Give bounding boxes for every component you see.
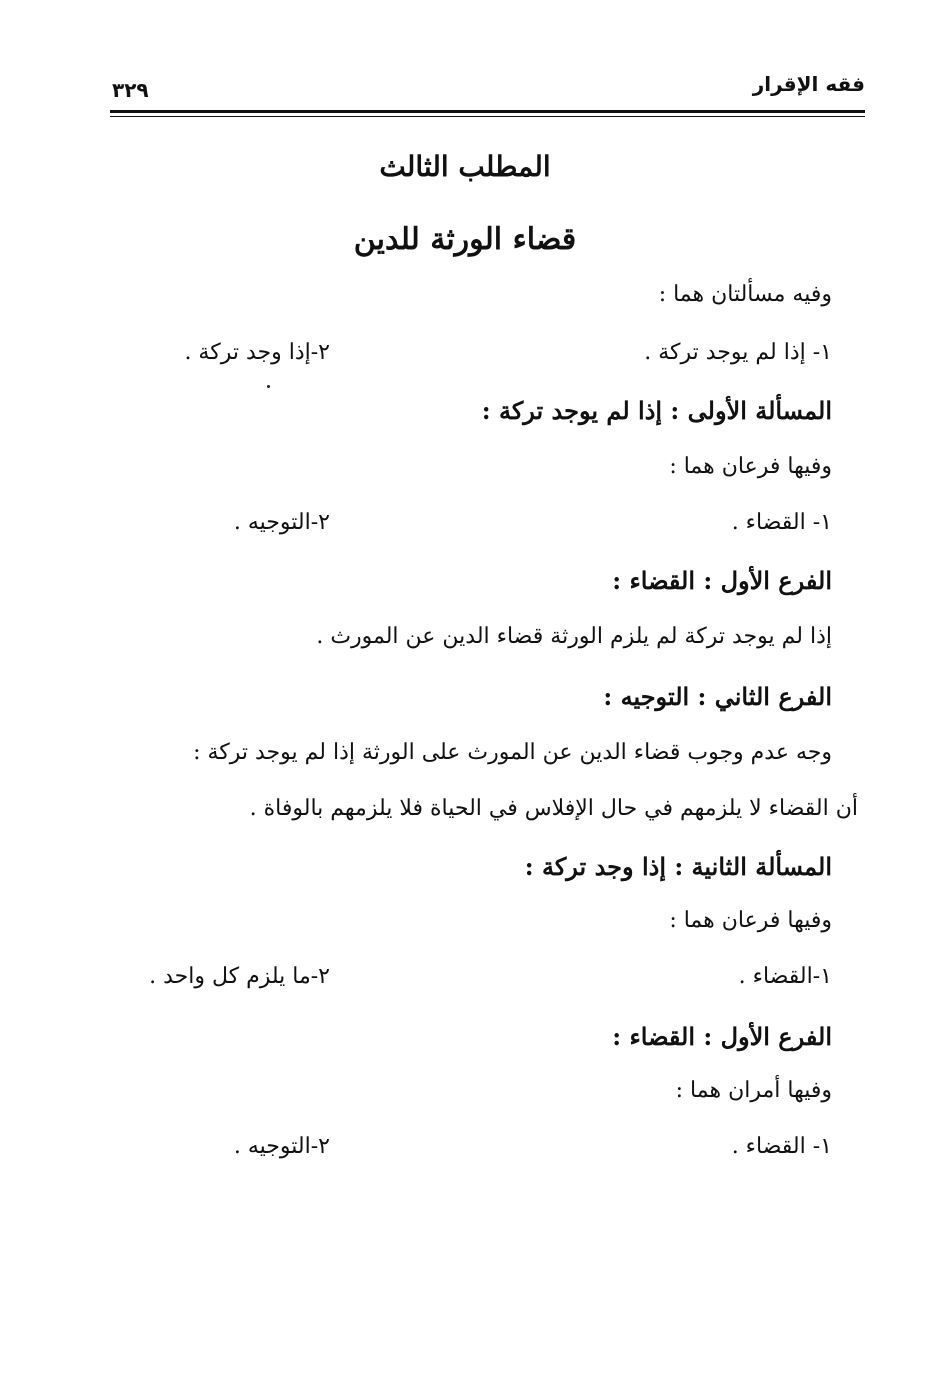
running-header-title: فقه الإقرار bbox=[752, 72, 865, 96]
question-1-intro: وفيها فرعان هما : bbox=[669, 454, 832, 479]
q1-branch-2-heading: الفرع الثاني : التوجيه : bbox=[603, 682, 832, 711]
header-rule-thin bbox=[110, 116, 865, 117]
q1-branch-2-line-2: أن القضاء لا يلزمهم في حال الإفلاس في الحياة فلا يلزمهم بالوفاة . bbox=[249, 796, 858, 821]
q2-branch-1-item-2: ٢-التوجيه . bbox=[233, 1134, 330, 1159]
q1-branch-1-heading: الفرع الأول : القضاء : bbox=[612, 566, 832, 595]
section-title: المطلب الثالث bbox=[379, 150, 551, 183]
section-subtitle: قضاء الورثة للدين bbox=[353, 222, 577, 257]
q2-branch-1-item-1: ١- القضاء . bbox=[731, 1134, 832, 1159]
print-speck bbox=[267, 385, 270, 388]
intro-item-2: ٢-إذا وجد تركة . bbox=[184, 340, 330, 365]
intro-text: وفيه مسألتان هما : bbox=[658, 282, 832, 307]
question-1-item-2: ٢-التوجيه . bbox=[233, 510, 330, 535]
intro-item-1: ١- إذا لم يوجد تركة . bbox=[644, 340, 832, 365]
question-2-heading: المسألة الثانية : إذا وجد تركة : bbox=[524, 852, 832, 881]
question-1-item-1: ١- القضاء . bbox=[731, 510, 832, 535]
question-1-heading: المسألة الأولى : إذا لم يوجد تركة : bbox=[481, 396, 832, 425]
question-2-intro: وفيها فرعان هما : bbox=[669, 908, 832, 933]
q1-branch-2-line-1: وجه عدم وجوب قضاء الدين عن المورث على الورثة إذا لم يوجد تركة : bbox=[193, 740, 832, 765]
q1-branch-1-text: إذا لم يوجد تركة لم يلزم الورثة قضاء الدين عن المورث . bbox=[316, 624, 832, 649]
question-2-item-1: ١-القضاء . bbox=[738, 964, 832, 989]
header-rule-thick bbox=[110, 110, 865, 113]
question-2-item-2: ٢-ما يلزم كل واحد . bbox=[149, 964, 330, 989]
q2-branch-1-intro: وفيها أمران هما : bbox=[675, 1078, 832, 1103]
q2-branch-1-heading: الفرع الأول : القضاء : bbox=[612, 1022, 832, 1051]
page-number: ٣٢٩ bbox=[112, 78, 149, 102]
